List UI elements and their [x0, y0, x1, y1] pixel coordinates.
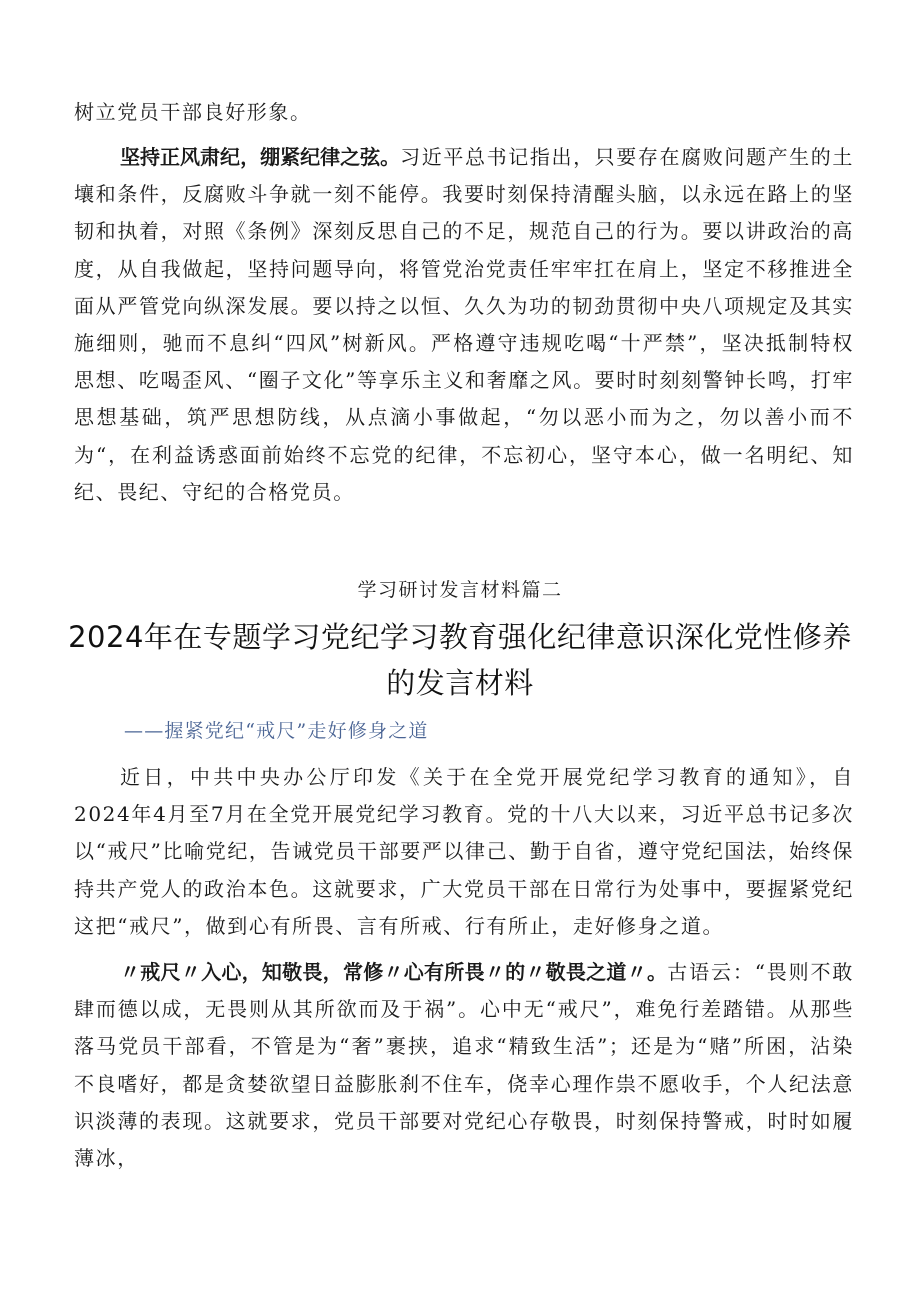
paragraph-intro [74, 94, 854, 131]
document-title: 2024年在专题学习党纪学习教育强化纪律意识深化党性修养的发言材料 [68, 620, 852, 700]
paragraph-notice-text: 近日，中共中央办公厅印发《关于在全党开展党纪学习教育的通知》，自2024年4月至7月在全党开展党纪学习教育。党的十八大以来，习近平总书记多次以“戒尺”比喻党纪，告诫党员干部要严以律己、勤于自省，遵守党纪国法，始终保持共产党人的政治本色。这就要求，广大党员干部在日常行为处事中，要握紧党纪这把“戒尺”，做到心有所畏、言有所戒、行有所止，走好修身之道。 [74, 765, 854, 938]
section-label: 学习研讨发言材料篇二 [357, 579, 563, 601]
paragraph-lead-heading: 〃戒尺〃入心，知敬畏，常修〃心有所畏〃的〃敬畏之道〃。 [120, 960, 668, 984]
paragraph-notice [74, 759, 854, 945]
paragraph-body-text: 古语云：“畏则不敢肆而德以成，无畏则从其所欲而及于祸”。心中无“戒尺”，难免行差踏错。从那些落马党员干部看，不管是为“奢”裹挟，追求“精致生活”；还是为“赌”所困，沾染不良嗜好，都是贪婪欲望日益膨胀刹不住车，侥幸心理作祟不愿收手，个人纪法意识淡薄的表现。这就要求，党员干部要对党纪心存敬畏，时刻保持警戒，时时如履薄冰， [74, 960, 855, 1171]
paragraph-discipline [74, 139, 854, 511]
document-subtitle: ——握紧党纪“戒尺”走好修身之道 [124, 720, 429, 742]
paragraph-body-text: 习近平总书记指出，只要存在腐败问题产生的土壤和条件，反腐败斗争就一刻不能停。我要时刻保持清醒头脑，以永远在路上的坚韧和执着，对照《条例》深刻反思自己的不足，规范自己的行为。要以讲政治的高度，从自我做起，坚持问题导向，将管党治党责任牢牢扛在肩上，坚定不移推进全面从严管党向纵深发展。要以持之以恒、久久为功的韧劲贯彻中央八项规定及其实施细则，驰而不息纠“四风”树新风。严格遵守违规吃喝“十严禁”，坚决抵制特权思想、吃喝歪风、“圈子文化”等享乐主义和奢靡之风。要时时刻刻警钟长鸣，打牢思想基础，筑严思想防线，从点滴小事做起，“勿以恶小而为之，勿以善小而不为“，在利益诱惑面前始终不忘党的纪律，不忘初心，坚守本心，做一名明纪、知纪、畏纪、守纪的合格党员。 [74, 145, 855, 504]
paragraph-awe [74, 954, 854, 1177]
paragraph-intro-text: 树立党员干部良好形象。 [74, 100, 312, 124]
paragraph-lead-heading: 坚持正风肃纪，绷紧纪律之弦。 [120, 145, 401, 169]
